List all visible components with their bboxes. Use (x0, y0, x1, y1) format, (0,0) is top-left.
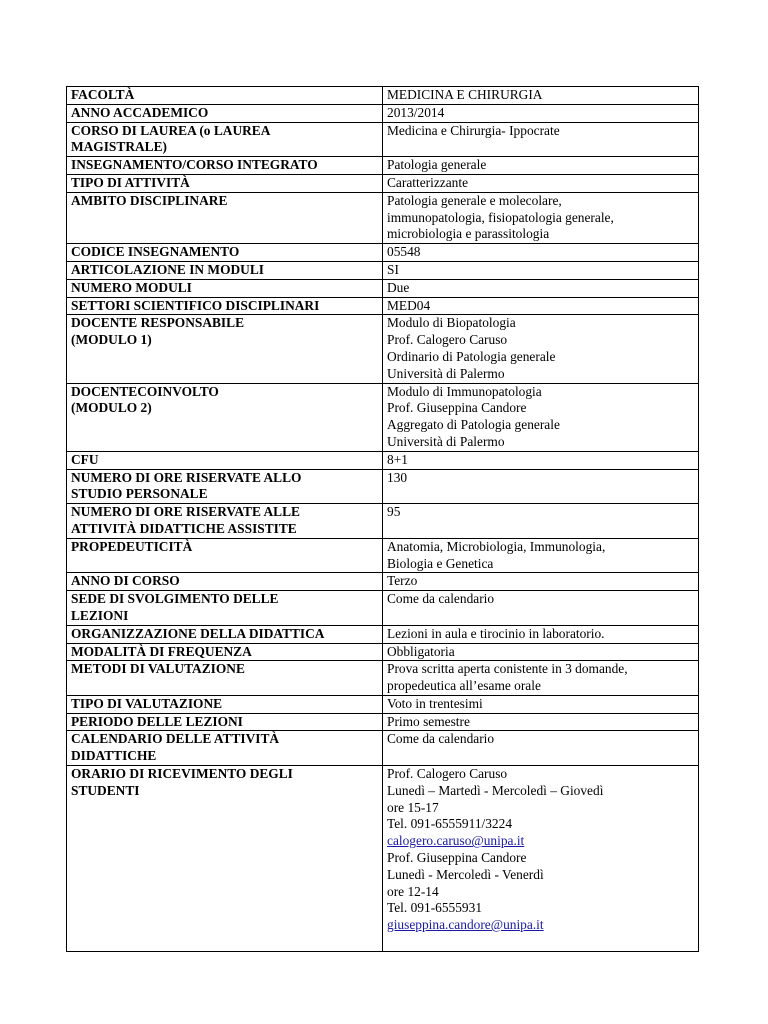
field-label (67, 261, 383, 279)
info-row-tipo-di-attivita (67, 174, 699, 192)
field-label-line: PERIODO DELLE LEZIONI (71, 713, 243, 729)
field-label-line: AMBITO DISCIPLINARE (71, 192, 228, 208)
field-value-line: Modulo di Biopatologia (387, 315, 516, 331)
field-label-line: (MODULO 1) (71, 332, 152, 348)
info-row-organizzazione-della-didattica (67, 625, 699, 643)
field-value-line: propedeutica all’esame orale (387, 678, 541, 694)
field-value (383, 695, 699, 713)
field-label-line: MAGISTRALE) (71, 139, 167, 155)
field-label-line: TIPO DI VALUTAZIONE (71, 695, 223, 711)
info-row-calendario-delle-attivita-didattiche (67, 731, 699, 766)
info-row-anno-accademico (67, 104, 699, 122)
field-label (67, 713, 383, 731)
field-value (383, 383, 699, 451)
field-label-line: PROPEDEUTICITÀ (71, 538, 193, 554)
field-label-line: ORGANIZZAZIONE DELLA DIDATTICA (71, 625, 325, 641)
field-value-line: Lezioni in aula e tirocinio in laboratorio. (387, 625, 605, 641)
field-value (383, 713, 699, 731)
field-value-line: Medicina e Chirurgia- Ippocrate (387, 122, 560, 138)
field-label-line: INSEGNAMENTO/CORSO INTEGRATO (71, 157, 318, 173)
field-label-line: MODALITÀ DI FREQUENZA (71, 643, 252, 659)
field-value-line: Università di Palermo (387, 365, 505, 381)
office-hours-line: Prof. Calogero Caruso (387, 766, 508, 782)
office-hours-label-line: STUDENTI (71, 782, 140, 798)
field-label-line: METODI DI VALUTAZIONE (71, 661, 245, 677)
field-value-line: SI (387, 261, 399, 277)
info-row-numero-di-ore-riservate-allo-studio-personale (67, 469, 699, 504)
field-value-line: 130 (387, 469, 408, 485)
field-value (383, 451, 699, 469)
field-value-line: Patologia generale (387, 157, 487, 173)
field-label-line: STUDIO PERSONALE (71, 486, 208, 502)
field-label-line: (MODULO 2) (71, 400, 152, 416)
field-value-line: Anatomia, Microbiologia, Immunologia, (387, 538, 606, 554)
office-hours-label-line: ORARIO DI RICEVIMENTO DEGLI (71, 766, 293, 782)
info-row-tipo-di-valutazione (67, 695, 699, 713)
field-value (383, 315, 699, 383)
field-label-line: NUMERO MODULI (71, 279, 192, 295)
field-label (67, 192, 383, 243)
info-row-anno-di-corso (67, 573, 699, 591)
info-row-propedeuticita (67, 538, 699, 573)
office-hours-value (383, 766, 699, 952)
field-label-line: DIDATTICHE (71, 748, 157, 764)
info-row-articolazione-in-moduli (67, 261, 699, 279)
field-label-line: CODICE INSEGNAMENTO (71, 244, 240, 260)
field-label (67, 244, 383, 262)
field-label (67, 104, 383, 122)
field-value-line: microbiologia e parassitologia (387, 226, 550, 242)
field-value (383, 731, 699, 766)
field-label-line: ANNO DI CORSO (71, 573, 180, 589)
field-value-line: immunopatologia, fisiopatologia generale, (387, 209, 614, 225)
field-label-line: NUMERO DI ORE RISERVATE ALLO (71, 469, 302, 485)
field-label-line: TIPO DI ATTIVITÀ (71, 174, 190, 190)
field-value-line: 2013/2014 (387, 104, 445, 120)
email-link[interactable]: calogero.caruso@unipa.it (387, 833, 525, 849)
field-value-line: Terzo (387, 573, 418, 589)
field-value-line: Come da calendario (387, 731, 495, 747)
office-hours-row (67, 766, 699, 952)
field-value-line: Biologia e Genetica (387, 555, 494, 571)
field-label (67, 731, 383, 766)
course-info-rows (67, 87, 699, 766)
field-label (67, 591, 383, 626)
field-value (383, 469, 699, 504)
field-value (383, 174, 699, 192)
field-value (383, 122, 699, 157)
field-value-line: Come da calendario (387, 591, 495, 607)
field-label (67, 383, 383, 451)
field-value (383, 192, 699, 243)
info-row-corso-di-laurea-o-laurea-magistrale (67, 122, 699, 157)
field-value-line: Aggregato di Patologia generale (387, 417, 560, 433)
info-row-periodo-delle-lezioni (67, 713, 699, 731)
field-value (383, 297, 699, 315)
office-hours-line: Prof. Giuseppina Candore (387, 850, 527, 866)
field-label-line: SETTORI SCIENTIFICO DISCIPLINARI (71, 297, 320, 313)
field-label (67, 573, 383, 591)
field-label-line: DOCENTECOINVOLTO (71, 383, 219, 399)
office-hours-line: Tel. 091-6555911/3224 (387, 816, 513, 832)
field-label (67, 469, 383, 504)
field-label-line: ANNO ACCADEMICO (71, 104, 209, 120)
field-label-line: FACOLTÀ (71, 87, 135, 102)
info-row-docentecoinvolto-modulo-2 (67, 383, 699, 451)
office-hours-line: ore 15-17 (387, 799, 439, 815)
info-row-cfu (67, 451, 699, 469)
field-label-line: DOCENTE RESPONSABILE (71, 315, 245, 331)
field-label-line: LEZIONI (71, 607, 129, 623)
field-label-line: SEDE DI SVOLGIMENTO DELLE (71, 591, 279, 607)
field-value-line: Voto in trentesimi (387, 695, 483, 711)
field-value (383, 504, 699, 539)
field-label (67, 625, 383, 643)
field-label-line: ATTIVITÀ DIDATTICHE ASSISTITE (71, 520, 297, 536)
field-label (67, 538, 383, 573)
office-hours-line: Lunedì - Mercoledì - Venerdì (387, 866, 544, 882)
field-value-line: Prof. Giuseppina Candore (387, 400, 527, 416)
field-value (383, 104, 699, 122)
info-row-modalita-di-frequenza (67, 643, 699, 661)
field-value (383, 279, 699, 297)
field-label-line: CORSO DI LAUREA (o LAUREA (71, 122, 271, 138)
field-label (67, 122, 383, 157)
field-value-line: Due (387, 279, 410, 295)
field-value-line: 8+1 (387, 451, 408, 467)
info-row-settori-scientifico-disciplinari (67, 297, 699, 315)
info-row-codice-insegnamento (67, 244, 699, 262)
field-value-line: Obbligatoria (387, 643, 455, 659)
info-row-metodi-di-valutazione (67, 661, 699, 696)
field-label-line: NUMERO DI ORE RISERVATE ALLE (71, 504, 300, 520)
info-row-numero-moduli (67, 279, 699, 297)
office-hours-line: Tel. 091-6555931 (387, 900, 483, 916)
field-label-line: CALENDARIO DELLE ATTIVITÀ (71, 731, 280, 747)
info-row-numero-di-ore-riservate-alle-attivita-didattiche-assistite (67, 504, 699, 539)
field-value-line: Ordinario di Patologia generale (387, 348, 556, 364)
field-value (383, 261, 699, 279)
field-value-line: Prof. Calogero Caruso (387, 332, 508, 348)
field-value-line: Prova scritta aperta conistente in 3 domande, (387, 661, 628, 677)
info-row-insegnamento-corso-integrato (67, 157, 699, 175)
field-label (67, 643, 383, 661)
field-value (383, 244, 699, 262)
field-value-line: MED04 (387, 297, 431, 313)
office-hours-section (67, 766, 699, 952)
field-label (67, 87, 383, 105)
field-value-line: Caratterizzante (387, 174, 469, 190)
field-value (383, 625, 699, 643)
field-value (383, 591, 699, 626)
field-label (67, 279, 383, 297)
field-value-line: 95 (387, 504, 401, 520)
field-label (67, 695, 383, 713)
info-row-facolta (67, 87, 699, 105)
course-info-table (66, 86, 699, 952)
field-value (383, 643, 699, 661)
office-hours-line: Lunedì – Martedì - Mercoledì – Giovedì (387, 782, 604, 798)
field-value-line: 05548 (387, 244, 421, 260)
info-row-ambito-disciplinare (67, 192, 699, 243)
email-link[interactable]: giuseppina.candore@unipa.it (387, 917, 544, 933)
field-label (67, 297, 383, 315)
field-value (383, 157, 699, 175)
field-value (383, 573, 699, 591)
field-label (67, 315, 383, 383)
field-label-line: ARTICOLAZIONE IN MODULI (71, 261, 264, 277)
info-row-docente-responsabile-modulo-1 (67, 315, 699, 383)
info-row-sede-di-svolgimento-delle-lezioni (67, 591, 699, 626)
field-value (383, 661, 699, 696)
field-value-line: Patologia generale e molecolare, (387, 192, 562, 208)
field-value-line: Primo semestre (387, 713, 470, 729)
field-label (67, 451, 383, 469)
field-value-line: MEDICINA E CHIRURGIA (387, 87, 543, 102)
field-label-line: CFU (71, 451, 99, 467)
field-label (67, 661, 383, 696)
field-value (383, 538, 699, 573)
field-value-line: Modulo di Immunopatologia (387, 383, 542, 399)
course-info-sheet (66, 86, 698, 952)
office-hours-line: ore 12-14 (387, 883, 439, 899)
field-label (67, 174, 383, 192)
office-hours-label (67, 766, 383, 952)
field-label (67, 504, 383, 539)
field-value-line: Università di Palermo (387, 433, 505, 449)
field-value (383, 87, 699, 105)
field-label (67, 157, 383, 175)
